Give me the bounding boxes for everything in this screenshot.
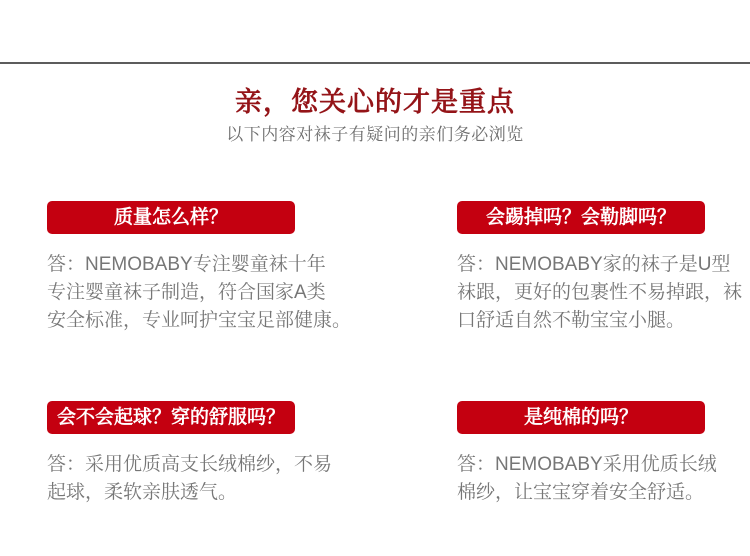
answer-line: 答：NEMOBABY专注婴童袜十年: [47, 254, 326, 275]
answer-line: 安全标准，专业呵护宝宝足部健康。: [47, 310, 352, 331]
answer-text: [457, 251, 750, 335]
faq-block-quality: [47, 201, 377, 335]
faq-block-pilling: [47, 401, 377, 507]
answer-line: 答：NEMOBABY采用优质长绒: [457, 454, 717, 475]
faq-block-cotton: [457, 401, 750, 507]
page-title: 亲，您关心的才是重点: [235, 87, 515, 117]
answer-line: 答：NEMOBABY家的袜子是U型: [457, 254, 731, 275]
answer-line: 口舒适自然不勒宝宝小腿。: [457, 310, 686, 331]
question-label: 是纯棉的吗？: [523, 407, 638, 428]
answer-line: 袜跟，更好的包裹性不易掉跟，袜: [457, 282, 743, 303]
question-label: 会踢掉吗？会勒脚吗？: [485, 207, 676, 228]
answer-line: 答：采用优质高支长绒棉纱，不易: [47, 454, 333, 475]
answer-text: [47, 451, 377, 507]
question-banner: [47, 201, 295, 234]
answer-line: 专注婴童袜子制造，符合国家A类: [47, 282, 326, 303]
question-banner: [47, 401, 295, 434]
question-label: 会不会起球？穿的舒服吗？: [56, 407, 285, 428]
faq-block-fit: [457, 201, 750, 335]
page-subtitle: 以下内容对袜子有疑问的亲们务必浏览: [226, 125, 524, 144]
answer-line: 棉纱，让宝宝穿着安全舒适。: [457, 482, 705, 503]
question-banner: [457, 401, 705, 434]
answer-text: [457, 451, 750, 507]
question-banner: [457, 201, 705, 234]
answer-line: 起球，柔软亲肤透气。: [47, 482, 238, 503]
question-label: 质量怎么样？: [113, 207, 228, 228]
answer-text: [47, 251, 377, 335]
top-divider: [0, 62, 750, 64]
